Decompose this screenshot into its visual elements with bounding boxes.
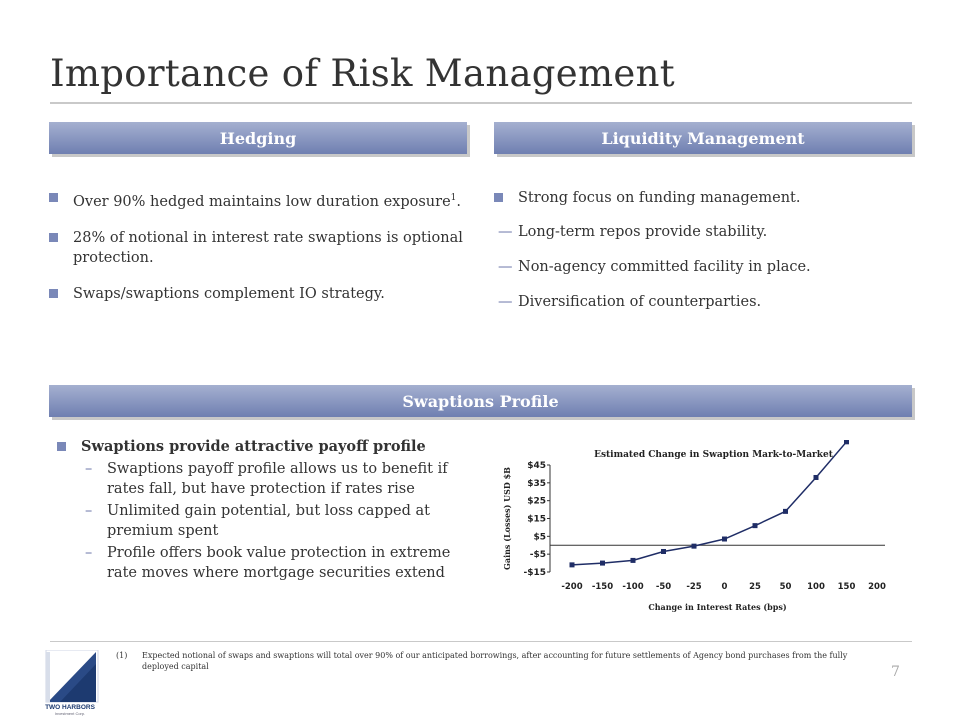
- dash-bullet-icon: –: [85, 503, 93, 519]
- dash-bullet-icon: –: [85, 545, 93, 561]
- hedging-bullet: [49, 188, 469, 212]
- dash-bullet-icon: —: [498, 294, 513, 310]
- swaptions-subbullet: [57, 501, 482, 541]
- swaptions-subbullet-text: Profile offers book value protection in extreme rate moves where mortgage securities extend: [107, 545, 451, 581]
- square-bullet-icon: [49, 289, 58, 298]
- swaptions-header: Swaptions Profile: [49, 385, 912, 417]
- hedging-bullet: [49, 284, 469, 304]
- data-point: [600, 561, 605, 566]
- swaptions-subbullet-text: Swaptions payoff profile allows us to benefit if rates fall, but have protection if rates rise: [107, 461, 448, 497]
- swaptions-subbullet: [57, 543, 482, 583]
- footnote-ref: 1: [450, 193, 457, 203]
- footnote-text: Expected notional of swaps and swaptions will total over 90% of our anticipated borrowings, after accounting for future settlements of Agency bond purchases from the fully deployed capital: [142, 651, 848, 671]
- square-bullet-icon: [49, 193, 58, 202]
- chart-title: Estimated Change in Swaption Mark-to-Market: [594, 450, 833, 460]
- y-axis-label: Gains (Losses) USD $B: [502, 467, 512, 570]
- hedging-bullet-text: 28% of notional in interest rate swaptions is optional protection.: [73, 229, 463, 266]
- x-tick-label: 150: [837, 582, 856, 592]
- data-point: [783, 509, 788, 514]
- x-tick-label: 200: [868, 582, 886, 592]
- liquidity-subbullet-text: Non-agency committed facility in place.: [518, 259, 811, 275]
- hedging-list: [49, 188, 469, 304]
- y-tick-label: $15: [527, 514, 546, 525]
- data-point: [661, 549, 666, 554]
- dash-bullet-icon: —: [498, 259, 513, 275]
- data-point: [814, 475, 819, 480]
- hedging-bullet-text: Swaps/swaptions complement IO strategy.: [73, 285, 385, 302]
- liquidity-bullet: [494, 188, 914, 208]
- swaptions-subbullet: [57, 459, 482, 499]
- data-point: [692, 544, 697, 549]
- square-bullet-icon: [49, 233, 58, 242]
- footnote-mark: (1): [116, 651, 128, 660]
- x-tick-label: 0: [721, 582, 728, 592]
- data-point: [844, 440, 849, 444]
- footnote: [118, 650, 883, 672]
- page-title: Importance of Risk Management: [50, 52, 675, 95]
- liquidity-header: Liquidity Management: [494, 122, 912, 154]
- swaption-chart-svg: [490, 440, 910, 625]
- liquidity-list: [494, 188, 914, 312]
- x-tick-label: -150: [591, 582, 614, 592]
- y-tick-label: $45: [527, 461, 546, 471]
- x-tick-label: 100: [807, 582, 825, 592]
- page-number: 7: [891, 664, 900, 680]
- hedging-header: Hedging: [49, 122, 467, 154]
- x-tick-label: 25: [749, 582, 761, 592]
- square-bullet-icon: [57, 442, 66, 451]
- y-tick-label: -$15: [523, 568, 546, 578]
- hedging-bullet-tail: .: [456, 193, 461, 210]
- x-tick-label: -200: [561, 582, 583, 592]
- swaptions-bullet: [57, 437, 482, 457]
- hedging-bullet: [49, 228, 469, 268]
- footer-divider: [50, 641, 912, 642]
- swaption-chart: [490, 440, 910, 625]
- x-tick-label: -100: [622, 582, 644, 592]
- y-tick-label: -$5: [529, 550, 546, 561]
- data-point: [753, 523, 758, 528]
- liquidity-subbullet: [494, 257, 914, 277]
- liquidity-subbullet: [494, 222, 914, 242]
- company-logo: [38, 650, 102, 716]
- x-axis-label: Change in Interest Rates (bps): [648, 602, 787, 612]
- x-tick-label: -50: [655, 582, 672, 592]
- square-bullet-icon: [494, 193, 503, 202]
- liquidity-subbullet: [494, 292, 914, 312]
- swaptions-bullet-text: Swaptions provide attractive payoff profile: [81, 438, 426, 455]
- liquidity-subbullet-text: Diversification of counterparties.: [518, 294, 762, 310]
- x-tick-label: -25: [686, 582, 702, 592]
- y-tick-label: $35: [527, 478, 546, 489]
- y-tick-label: $5: [533, 532, 546, 543]
- data-point: [631, 558, 636, 563]
- liquidity-subbullet-text: Long-term repos provide stability.: [518, 224, 768, 240]
- title-divider: [50, 102, 912, 104]
- data-point: [722, 537, 727, 542]
- x-tick-label: 50: [779, 582, 792, 592]
- swaptions-list: [57, 437, 482, 583]
- hedging-bullet-text: Over 90% hedged maintains low duration exposure: [73, 193, 451, 210]
- logo-subtext: Investment Corp.: [54, 711, 86, 716]
- y-tick-label: $25: [527, 496, 546, 507]
- swaptions-subbullet-text: Unlimited gain potential, but loss capped at premium spent: [107, 503, 430, 539]
- logo-text: TWO HARBORS: [45, 704, 95, 711]
- liquidity-bullet-text: Strong focus on funding management.: [518, 190, 801, 206]
- dash-bullet-icon: —: [498, 224, 513, 240]
- dash-bullet-icon: –: [85, 461, 93, 477]
- data-point: [570, 562, 575, 567]
